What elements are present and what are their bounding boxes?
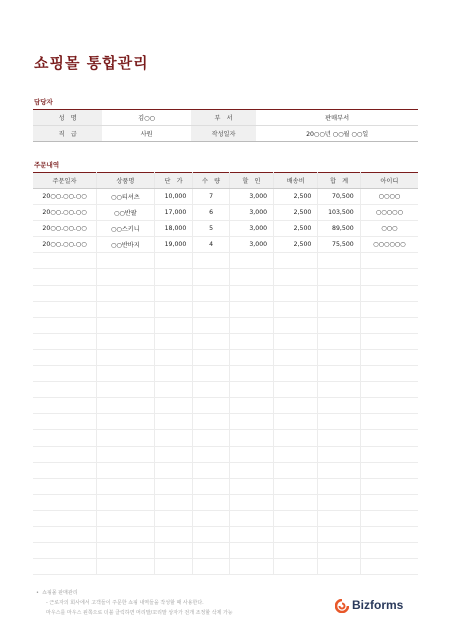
empty-table-row: [33, 462, 418, 478]
orders-cell[interactable]: [274, 510, 318, 526]
orders-cell[interactable]: [229, 349, 273, 365]
orders-cell[interactable]: [229, 366, 273, 382]
orders-cell[interactable]: [229, 414, 273, 430]
orders-cell[interactable]: [360, 494, 418, 510]
orders-cell[interactable]: [33, 253, 97, 269]
orders-cell[interactable]: ○○○: [360, 221, 418, 237]
orders-cell[interactable]: [360, 462, 418, 478]
orders-cell[interactable]: 3,000: [229, 221, 273, 237]
orders-cell[interactable]: [193, 526, 230, 542]
orders-cell[interactable]: 2,500: [274, 205, 318, 221]
orders-cell[interactable]: ○○○○: [360, 189, 418, 205]
orders-cell[interactable]: [33, 462, 97, 478]
orders-cell[interactable]: [193, 382, 230, 398]
orders-cell[interactable]: [274, 494, 318, 510]
orders-cell[interactable]: [154, 510, 193, 526]
orders-cell[interactable]: 10,000: [154, 189, 193, 205]
orders-cell[interactable]: [33, 269, 97, 285]
orders-cell[interactable]: [360, 269, 418, 285]
empty-table-row: [33, 478, 418, 494]
orders-cell[interactable]: [274, 333, 318, 349]
manager-label: 성 명: [33, 110, 102, 126]
orders-cell[interactable]: [229, 559, 273, 575]
bizforms-logo-text: Bizforms: [352, 598, 404, 612]
orders-cell[interactable]: [97, 366, 155, 382]
orders-cell[interactable]: [274, 269, 318, 285]
orders-cell[interactable]: [97, 526, 155, 542]
orders-cell[interactable]: [360, 366, 418, 382]
orders-cell[interactable]: [360, 510, 418, 526]
orders-cell[interactable]: [154, 333, 193, 349]
orders-column-header: 아이디: [360, 173, 418, 189]
orders-cell[interactable]: [97, 446, 155, 462]
manager-row: [33, 126, 418, 142]
orders-cell[interactable]: [193, 543, 230, 559]
orders-column-header: 할 인: [229, 173, 273, 189]
orders-cell[interactable]: [274, 349, 318, 365]
orders-cell[interactable]: ○○반바지: [97, 237, 155, 253]
orders-cell[interactable]: [229, 494, 273, 510]
footer-line-1: • 쇼핑몰 판매관리: [36, 590, 78, 596]
orders-cell[interactable]: [33, 349, 97, 365]
table-row: [33, 189, 418, 205]
orders-cell[interactable]: [229, 301, 273, 317]
orders-cell[interactable]: [97, 510, 155, 526]
orders-cell[interactable]: 5: [193, 221, 230, 237]
bizforms-logo-icon: [335, 598, 349, 612]
orders-table: [33, 172, 418, 575]
orders-cell[interactable]: [318, 526, 360, 542]
orders-cell[interactable]: 6: [193, 205, 230, 221]
orders-cell[interactable]: [33, 510, 97, 526]
orders-cell[interactable]: [193, 462, 230, 478]
manager-value[interactable]: 판매부서: [256, 110, 418, 126]
orders-cell[interactable]: [274, 559, 318, 575]
orders-cell[interactable]: [274, 366, 318, 382]
orders-cell[interactable]: [193, 285, 230, 301]
orders-cell[interactable]: ○○티셔츠: [97, 189, 155, 205]
orders-cell[interactable]: [229, 510, 273, 526]
orders-cell[interactable]: [274, 446, 318, 462]
empty-table-row: [33, 559, 418, 575]
orders-cell[interactable]: [193, 510, 230, 526]
orders-cell[interactable]: ○○스키니: [97, 221, 155, 237]
orders-cell[interactable]: [360, 543, 418, 559]
orders-cell[interactable]: 2,500: [274, 221, 318, 237]
orders-cell[interactable]: 20○○.○○.○○: [33, 189, 97, 205]
orders-cell[interactable]: [193, 414, 230, 430]
orders-cell[interactable]: [97, 333, 155, 349]
orders-cell[interactable]: 7: [193, 189, 230, 205]
orders-cell[interactable]: [318, 366, 360, 382]
orders-cell[interactable]: [33, 543, 97, 559]
orders-cell[interactable]: [97, 559, 155, 575]
orders-cell[interactable]: 3,000: [229, 205, 273, 221]
orders-cell[interactable]: [154, 430, 193, 446]
orders-cell[interactable]: 19,000: [154, 237, 193, 253]
orders-cell[interactable]: [229, 446, 273, 462]
orders-cell[interactable]: [360, 478, 418, 494]
empty-table-row: [33, 285, 418, 301]
orders-cell[interactable]: [193, 430, 230, 446]
manager-section-label: 담당자: [34, 98, 53, 106]
orders-cell[interactable]: 20○○.○○.○○: [33, 237, 97, 253]
orders-cell[interactable]: [274, 301, 318, 317]
orders-cell[interactable]: 20○○.○○.○○: [33, 221, 97, 237]
orders-cell[interactable]: [154, 366, 193, 382]
empty-table-row: [33, 253, 418, 269]
orders-cell[interactable]: 17,000: [154, 205, 193, 221]
orders-cell[interactable]: [33, 366, 97, 382]
empty-table-row: [33, 366, 418, 382]
orders-cell[interactable]: [229, 285, 273, 301]
orders-cell[interactable]: [318, 559, 360, 575]
orders-cell[interactable]: [193, 253, 230, 269]
empty-table-row: [33, 510, 418, 526]
orders-cell[interactable]: [97, 430, 155, 446]
orders-cell[interactable]: [229, 543, 273, 559]
orders-cell[interactable]: [274, 430, 318, 446]
orders-cell[interactable]: [318, 478, 360, 494]
empty-table-row: [33, 269, 418, 285]
orders-cell[interactable]: [360, 317, 418, 333]
empty-table-row: [33, 446, 418, 462]
orders-cell[interactable]: [97, 398, 155, 414]
orders-cell[interactable]: [154, 494, 193, 510]
manager-label: 부 서: [191, 110, 256, 126]
orders-cell[interactable]: [274, 462, 318, 478]
orders-cell[interactable]: [33, 301, 97, 317]
orders-cell[interactable]: [193, 398, 230, 414]
orders-cell[interactable]: [229, 462, 273, 478]
empty-table-row: [33, 398, 418, 414]
orders-cell[interactable]: [360, 526, 418, 542]
orders-column-header: 상품명: [97, 173, 155, 189]
orders-cell[interactable]: 3,000: [229, 189, 273, 205]
orders-cell[interactable]: [274, 414, 318, 430]
orders-cell[interactable]: [360, 430, 418, 446]
table-row: [33, 237, 418, 253]
empty-table-row: [33, 333, 418, 349]
orders-cell[interactable]: [360, 559, 418, 575]
empty-table-row: [33, 414, 418, 430]
empty-table-row: [33, 543, 418, 559]
orders-cell[interactable]: [360, 285, 418, 301]
orders-cell[interactable]: [274, 543, 318, 559]
empty-table-row: [33, 382, 418, 398]
orders-cell[interactable]: [33, 333, 97, 349]
orders-cell[interactable]: [229, 317, 273, 333]
orders-cell[interactable]: [229, 526, 273, 542]
orders-cell[interactable]: [154, 382, 193, 398]
table-row: [33, 221, 418, 237]
orders-cell[interactable]: [33, 446, 97, 462]
manager-value[interactable]: 사원: [140, 131, 153, 138]
orders-cell[interactable]: [193, 446, 230, 462]
orders-cell[interactable]: [33, 430, 97, 446]
orders-cell[interactable]: [274, 382, 318, 398]
orders-cell[interactable]: ○○반팔: [97, 205, 155, 221]
orders-column-header: 주문일자: [33, 173, 97, 189]
orders-cell[interactable]: [360, 414, 418, 430]
orders-cell[interactable]: [318, 430, 360, 446]
orders-cell[interactable]: [229, 382, 273, 398]
empty-table-row: [33, 317, 418, 333]
orders-cell[interactable]: [229, 430, 273, 446]
manager-label: 직 급: [33, 126, 102, 142]
footer-line-3: 마우스를 마우스 왼쪽으로 더블 클릭하면 머리말/꼬리말 상자가 전개 조정할 삭제 가능: [46, 610, 233, 616]
empty-table-row: [33, 526, 418, 542]
orders-cell[interactable]: [33, 317, 97, 333]
orders-cell[interactable]: [318, 382, 360, 398]
orders-cell[interactable]: [33, 285, 97, 301]
orders-cell[interactable]: [33, 494, 97, 510]
manager-value[interactable]: 20○○년 ○○월 ○○일: [306, 131, 369, 138]
orders-cell[interactable]: [154, 559, 193, 575]
orders-cell[interactable]: [154, 478, 193, 494]
orders-cell[interactable]: [33, 382, 97, 398]
orders-cell[interactable]: [154, 398, 193, 414]
orders-cell[interactable]: [97, 543, 155, 559]
orders-cell[interactable]: [154, 446, 193, 462]
orders-cell[interactable]: [154, 285, 193, 301]
orders-cell[interactable]: ○○○○○: [360, 205, 418, 221]
bizforms-logo: [335, 598, 403, 612]
orders-column-header: 단 가: [154, 173, 193, 189]
orders-cell[interactable]: [33, 414, 97, 430]
orders-cell[interactable]: [193, 317, 230, 333]
orders-cell[interactable]: [154, 526, 193, 542]
orders-cell[interactable]: [33, 478, 97, 494]
table-row: [33, 205, 418, 221]
orders-cell[interactable]: 20○○.○○.○○: [33, 205, 97, 221]
orders-cell[interactable]: [193, 559, 230, 575]
orders-cell[interactable]: [318, 414, 360, 430]
orders-column-header: 배송비: [274, 173, 318, 189]
orders-cell[interactable]: [97, 414, 155, 430]
orders-cell[interactable]: [360, 382, 418, 398]
orders-cell[interactable]: [318, 494, 360, 510]
orders-cell[interactable]: [360, 253, 418, 269]
manager-row: [33, 110, 418, 126]
orders-cell[interactable]: [193, 366, 230, 382]
orders-cell[interactable]: [360, 301, 418, 317]
empty-table-row: [33, 494, 418, 510]
orders-cell[interactable]: [154, 462, 193, 478]
orders-cell[interactable]: [97, 462, 155, 478]
orders-cell[interactable]: [97, 349, 155, 365]
orders-cell[interactable]: [318, 543, 360, 559]
orders-cell[interactable]: [229, 333, 273, 349]
orders-cell[interactable]: [97, 285, 155, 301]
orders-cell[interactable]: [154, 414, 193, 430]
orders-cell[interactable]: [318, 462, 360, 478]
orders-cell[interactable]: [154, 269, 193, 285]
orders-cell[interactable]: [274, 526, 318, 542]
orders-cell[interactable]: [274, 253, 318, 269]
orders-cell[interactable]: [318, 317, 360, 333]
orders-cell[interactable]: [33, 398, 97, 414]
footer-notes: [36, 588, 233, 618]
orders-cell[interactable]: [318, 333, 360, 349]
orders-cell[interactable]: [360, 398, 418, 414]
orders-cell[interactable]: [360, 349, 418, 365]
orders-cell[interactable]: [274, 398, 318, 414]
orders-cell[interactable]: [318, 253, 360, 269]
orders-cell[interactable]: 89,500: [318, 221, 360, 237]
orders-cell[interactable]: [193, 494, 230, 510]
orders-cell[interactable]: [274, 317, 318, 333]
orders-cell[interactable]: [154, 301, 193, 317]
orders-cell[interactable]: [97, 317, 155, 333]
orders-cell[interactable]: 2,500: [274, 237, 318, 253]
orders-cell[interactable]: [154, 317, 193, 333]
orders-cell[interactable]: [318, 446, 360, 462]
footer-line-2: - 근로자의 회사에서 고객들이 주문한 쇼핑 내역들을 작성할 때 사용한다.: [46, 600, 204, 606]
orders-cell[interactable]: 75,500: [318, 237, 360, 253]
empty-table-row: [33, 430, 418, 446]
orders-cell[interactable]: [154, 349, 193, 365]
orders-cell[interactable]: [318, 285, 360, 301]
orders-cell[interactable]: [193, 349, 230, 365]
orders-cell[interactable]: [318, 301, 360, 317]
orders-cell[interactable]: 2,500: [274, 189, 318, 205]
orders-cell[interactable]: [33, 526, 97, 542]
orders-cell[interactable]: [229, 253, 273, 269]
orders-cell[interactable]: [154, 253, 193, 269]
orders-column-header: 합 계: [318, 173, 360, 189]
orders-cell[interactable]: 3,000: [229, 237, 273, 253]
orders-cell[interactable]: [318, 349, 360, 365]
orders-cell[interactable]: [229, 398, 273, 414]
orders-cell[interactable]: [274, 285, 318, 301]
orders-cell[interactable]: [318, 398, 360, 414]
manager-table: [33, 109, 418, 142]
orders-cell[interactable]: [97, 382, 155, 398]
empty-table-row: [33, 349, 418, 365]
orders-cell[interactable]: [97, 269, 155, 285]
manager-value[interactable]: 김○○: [102, 110, 191, 126]
orders-cell[interactable]: [193, 269, 230, 285]
orders-cell[interactable]: [318, 269, 360, 285]
orders-cell[interactable]: ○○○○○○: [360, 237, 418, 253]
orders-cell[interactable]: [97, 301, 155, 317]
orders-cell[interactable]: [33, 559, 97, 575]
orders-section-label: 주문내역: [34, 161, 60, 169]
orders-cell[interactable]: [97, 253, 155, 269]
orders-cell[interactable]: [193, 301, 230, 317]
orders-cell[interactable]: [360, 446, 418, 462]
orders-cell[interactable]: [97, 494, 155, 510]
orders-cell[interactable]: [154, 543, 193, 559]
orders-cell[interactable]: [360, 333, 418, 349]
orders-cell[interactable]: 70,500: [318, 189, 360, 205]
orders-cell[interactable]: 18,000: [154, 221, 193, 237]
orders-cell[interactable]: 4: [193, 237, 230, 253]
orders-cell[interactable]: [229, 478, 273, 494]
manager-label: 작성일자: [191, 126, 256, 142]
orders-cell[interactable]: [229, 269, 273, 285]
orders-cell[interactable]: [97, 478, 155, 494]
orders-cell[interactable]: 103,500: [318, 205, 360, 221]
empty-table-row: [33, 301, 418, 317]
orders-cell[interactable]: [274, 478, 318, 494]
page-title: 쇼핑몰 통합관리: [34, 54, 149, 72]
orders-cell[interactable]: [318, 510, 360, 526]
orders-cell[interactable]: [193, 333, 230, 349]
orders-column-header: 수 량: [193, 173, 230, 189]
orders-cell[interactable]: [193, 478, 230, 494]
